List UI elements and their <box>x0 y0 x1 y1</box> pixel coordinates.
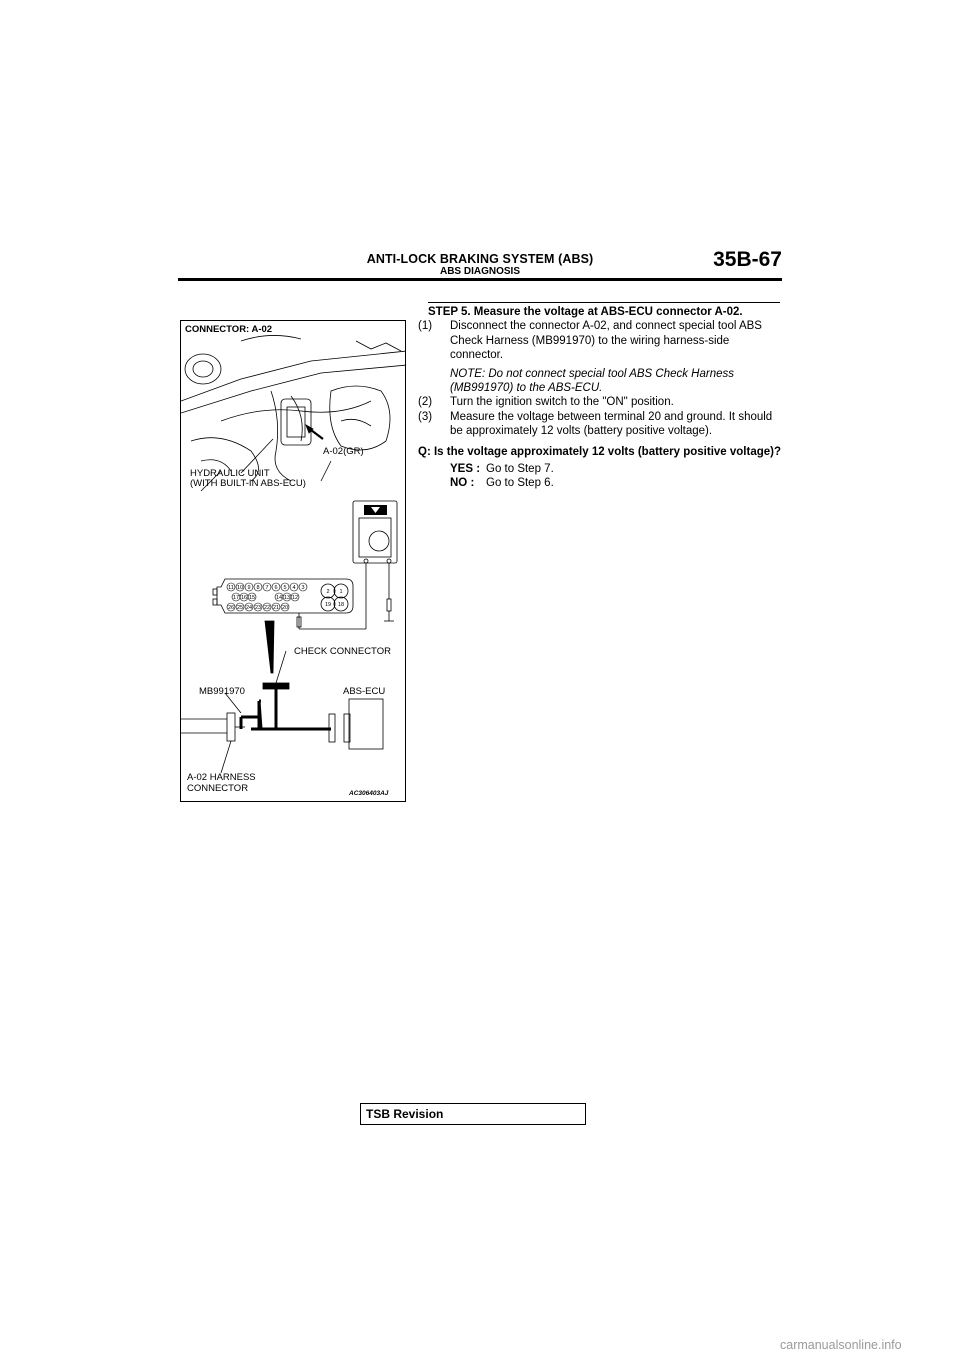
answer-text: Go to Step 6. <box>486 477 554 490</box>
watermark: carmanualsonline.info <box>780 1338 902 1352</box>
connector-pin-label: 3 <box>301 585 305 591</box>
connector-id-label: A-02(GR) <box>323 446 364 457</box>
item-number: (3) <box>418 410 433 423</box>
tool-label: MB991970 <box>199 686 245 697</box>
connector-pin-label: 11 <box>228 585 234 591</box>
procedure-item <box>418 319 784 362</box>
step-title: STEP 5. Measure the voltage at ABS-ECU connector A-02. <box>428 306 743 318</box>
connector-pin-label: 9 <box>247 585 251 591</box>
hydraulic-unit-sublabel: (WITH BUILT-IN ABS-ECU) <box>190 478 306 489</box>
connector-pin-label: 26 <box>227 605 235 611</box>
connector-pin-label: 8 <box>256 585 260 591</box>
connector-pin-label: 22 <box>263 605 271 611</box>
connector-pin-label: 17 <box>232 595 240 601</box>
connector-pin-label: 21 <box>272 605 280 611</box>
connector-pin-label: 13 <box>283 595 291 601</box>
connector-pin-label: 2 <box>326 589 330 595</box>
connector-pin-label: 6 <box>274 585 278 591</box>
item-number: (1) <box>418 320 433 333</box>
answer-no <box>418 476 784 490</box>
answer-text: Go to Step 7. <box>486 463 554 476</box>
section-title: ANTI-LOCK BRAKING SYSTEM (ABS) <box>366 252 594 266</box>
header-rule <box>178 278 782 281</box>
connector-title: CONNECTOR: A-02 <box>185 324 273 335</box>
connector-pin-label: 15 <box>248 595 256 601</box>
connector-pin-label: 18 <box>337 602 345 608</box>
harness-connector-sublabel: CONNECTOR <box>187 783 249 794</box>
abs-ecu-label: ABS-ECU <box>343 686 386 697</box>
connector-pin-label: 7 <box>265 585 269 591</box>
connector-figure <box>180 320 406 802</box>
connector-pin-label: 14 <box>275 595 283 601</box>
connector-pin-label: 24 <box>245 605 253 611</box>
item-text: Measure the voltage between terminal 20 and ground. It should be approximately 12 volts (battery positive voltage). <box>450 410 773 438</box>
step-rule <box>428 302 780 303</box>
question: Q: Is the voltage approximately 12 volts (battery positive voltage)? <box>418 445 781 458</box>
procedure-note: NOTE: Do not connect special tool ABS Check Harness (MB991970) to the ABS-ECU. <box>450 367 735 395</box>
tsb-revision-box: TSB Revision <box>360 1103 586 1125</box>
connector-pin-label: 10 <box>236 585 244 591</box>
harness-connector-label: A-02 HARNESS <box>187 772 256 783</box>
connector-pin-label: 4 <box>292 585 296 591</box>
connector-pin-label: 19 <box>324 602 332 608</box>
figure-code: AC306403AJ <box>349 790 389 797</box>
procedure <box>418 305 784 491</box>
answer-label: YES : <box>450 463 481 476</box>
connector-pin-label: 5 <box>283 585 287 591</box>
connector-pin-label: 1 <box>339 589 343 595</box>
check-connector-label: CHECK CONNECTOR <box>294 646 391 657</box>
item-text: Disconnect the connector A-02, and connect special tool ABS Check Harness (MB991970) to the wiring harness-side connector. <box>450 320 762 362</box>
connector-pin-label: 12 <box>291 595 299 601</box>
procedure-item <box>418 395 784 409</box>
hydraulic-unit-label: HYDRAULIC UNIT <box>190 468 270 479</box>
figure-illustration <box>181 321 406 802</box>
page-number: 35B-67 <box>713 248 782 271</box>
item-number: (2) <box>418 396 433 409</box>
connector-pin-label: 23 <box>254 605 262 611</box>
connector-pin-label: 25 <box>236 605 244 611</box>
item-text: Turn the ignition switch to the "ON" position. <box>450 396 674 409</box>
section-subtitle: ABS DIAGNOSIS <box>439 266 520 277</box>
connector-pin-label: 20 <box>281 605 289 611</box>
connector-pin-label: 16 <box>240 595 248 601</box>
procedure-item <box>418 410 784 439</box>
answer-yes <box>418 462 784 476</box>
answer-label: NO : <box>450 477 475 490</box>
